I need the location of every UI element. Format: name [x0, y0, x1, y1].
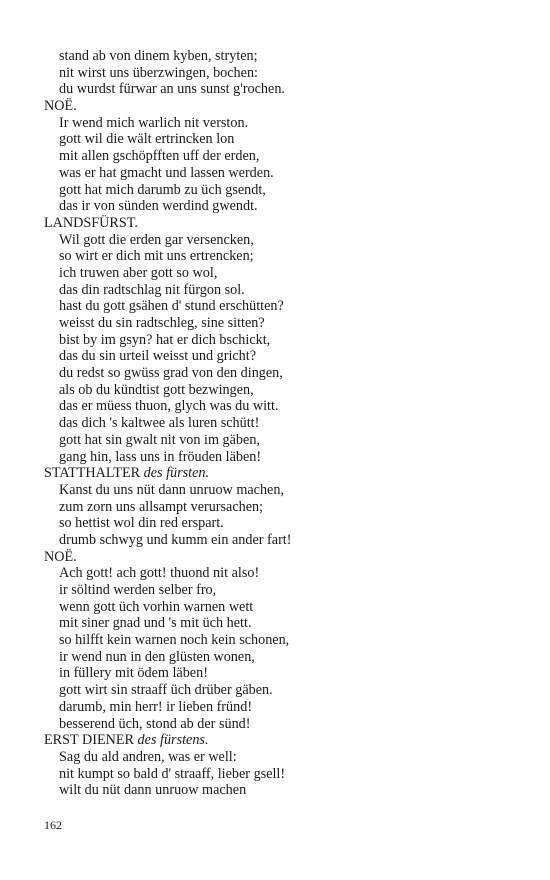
verse-line: nit kumpt so bald d' straaff, lieber gsell!	[59, 765, 286, 782]
speaker-heading	[44, 549, 514, 566]
speaker-name: ERST DIENER	[44, 732, 134, 749]
verse-line: Ir wend mich warlich nit verston.	[59, 114, 249, 131]
verse-line: du wurdst fürwar an uns sunst g'rochen.	[59, 81, 285, 98]
verse-line: hast du gott gsähen d' stund erschütten?	[59, 298, 284, 315]
speaker-name: NOË.	[44, 98, 77, 115]
verse-line: ir söltind werden selber fro,	[59, 582, 217, 598]
speaker-name: STATTHALTER	[44, 465, 141, 482]
verse-line: das dich 's kaltwee als luren schütt!	[59, 415, 260, 432]
verse-line: mit allen gschöpfften uff der erden,	[59, 148, 260, 165]
verse-line: was er hat gmacht und lassen werden.	[59, 164, 274, 181]
verse-line: stand ab von dinem kyben, stryten;	[59, 48, 258, 64]
verse-line: nit wirst uns überzwingen, bochen:	[59, 64, 258, 81]
speaker-heading	[44, 732, 514, 749]
speaker-description: des fürsten.	[143, 465, 210, 482]
verse-line: so hettist wol din red erspart.	[59, 515, 224, 532]
speaker-name: NOË.	[44, 548, 77, 565]
verse-line: zum zorn uns allsampt verursachen;	[59, 498, 264, 515]
verse-line: drumb schwyg und kumm ein ander fart!	[59, 531, 292, 548]
verse-line: du redst so gwüss grad von den dingen,	[59, 365, 283, 382]
verse-text	[44, 48, 514, 799]
verse-line: besserend üch, stond ab der sünd!	[59, 715, 251, 732]
verse-line: das du sin urteil weisst und gricht?	[59, 348, 257, 365]
verse-line: das er müess thuon, glych was du witt.	[59, 398, 279, 415]
speaker-heading	[44, 465, 514, 482]
speaker-heading	[44, 98, 514, 115]
verse-line: so hilfft kein warnen noch kein schonen,	[59, 632, 290, 649]
verse-line: Ach gott! ach gott! thuond nit also!	[59, 565, 260, 582]
verse-line: ir wend nun in den glüsten wonen,	[59, 648, 255, 665]
verse-line: wenn gott üch vorhin warnen wett	[59, 598, 254, 615]
verse-line: in füllery mit ödem läben!	[59, 665, 208, 682]
verse-line: mit siner gnad und 's mit üch hett.	[59, 615, 252, 632]
verse-line: darumb, min herr! ir lieben fründ!	[59, 698, 253, 715]
verse-line: gang hin, lass uns in fröuden läben!	[59, 448, 262, 465]
speaker-name: LANDSFÜRST.	[44, 214, 138, 231]
verse-line: wilt du nüt dann unruow machen	[59, 782, 247, 799]
verse-line: gott wil die wält ertrincken lon	[59, 131, 235, 148]
verse-line: bist by im gsyn? hat er dich bschickt,	[59, 331, 271, 348]
verse-line: ich truwen aber gott so wol,	[59, 264, 218, 281]
speaker-heading	[44, 215, 514, 232]
verse-line: weisst du sin radtschleg, sine sitten?	[59, 315, 265, 331]
verse-line: so wirt er dich mit uns ertrencken;	[59, 248, 254, 265]
verse-line: das ir von sünden werdind gwendt.	[59, 198, 258, 215]
verse-line: gott hat mich darumb zu üch gsendt,	[59, 181, 266, 198]
verse-line: Wil gott die erden gar versencken,	[59, 231, 254, 248]
verse-line: gott wirt sin straaff üch drüber gäben.	[59, 682, 273, 699]
verse-line: als ob du kündtist gott bezwingen,	[59, 381, 254, 398]
page-number: 162	[44, 818, 62, 832]
verse-line: das din radtschlag nit fürgon sol.	[59, 281, 245, 298]
verse-line: gott hat sin gwalt nit von im gäben,	[59, 431, 260, 448]
verse-line: Kanst du uns nüt dann unruow machen,	[59, 481, 284, 498]
verse-line: Sag du ald andren, was er well:	[59, 748, 237, 765]
speaker-description: des fürstens.	[137, 732, 209, 749]
